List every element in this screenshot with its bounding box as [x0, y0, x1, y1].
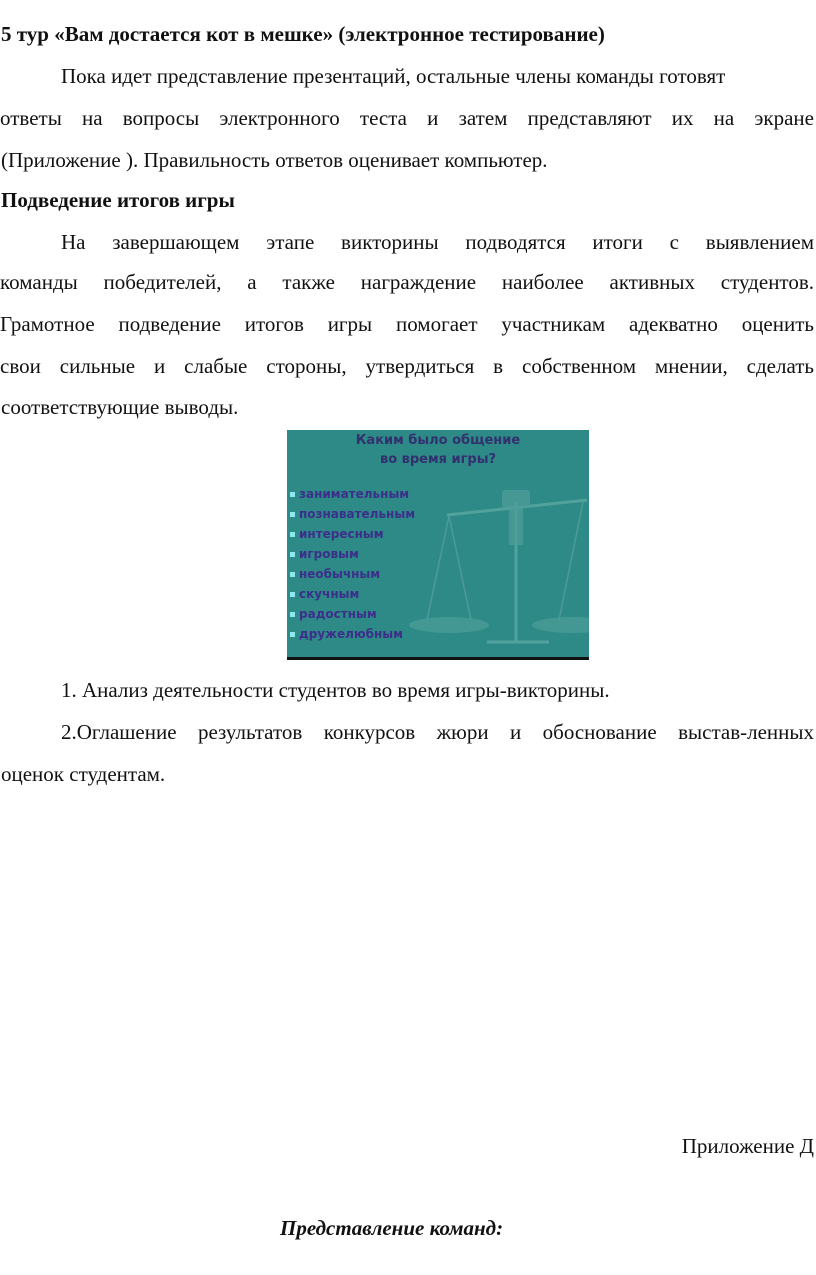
bullet-icon	[290, 572, 295, 577]
appendix-label: Приложение Д	[681, 1134, 814, 1158]
numbered-list-item-continuation: оценок студентам.	[1, 762, 166, 786]
bullet-icon	[290, 612, 295, 617]
numbered-list-item: 2.Оглашение результатов конкурсов жюри и обоснование выстав-ленных	[61, 720, 814, 744]
summary-heading: Подведение итогов игры	[1, 188, 235, 212]
slide-list-item: радостным	[290, 604, 415, 624]
bullet-icon	[290, 632, 295, 637]
bullet-icon	[290, 512, 295, 517]
bullet-icon	[290, 592, 295, 597]
paragraph-line: соответствующие выводы.	[1, 395, 239, 419]
slide-list-item: необычным	[290, 564, 415, 584]
slide-title: во время игры?	[379, 452, 497, 467]
slide-list-item: занимательным	[290, 484, 415, 504]
paragraph-line: ответы на вопросы электронного теста и затем представляют их на экране	[0, 106, 814, 130]
paragraph-line: Грамотное подведение итогов игры помогает участникам адекватно оценить	[0, 312, 814, 336]
slide-list	[290, 484, 415, 644]
slide-list-item: игровым	[290, 544, 415, 564]
slide-list-item: познавательным	[290, 504, 415, 524]
paragraph-line: команды победителей, а также награждение наиболее активных студентов.	[0, 270, 814, 294]
teams-heading: Представление команд:	[280, 1216, 504, 1240]
bullet-icon	[290, 552, 295, 557]
slide-title: Каким было общение	[355, 433, 521, 448]
slide-list-item: интересным	[290, 524, 415, 544]
numbered-list-item: 1. Анализ деятельности студентов во время игры-викторины.	[61, 678, 610, 702]
slide-list-item: скучным	[290, 584, 415, 604]
presentation-slide-image	[287, 430, 589, 660]
bullet-icon	[290, 532, 295, 537]
tour-heading: 5 тур «Вам достается кот в мешке» (электронное тестирование)	[1, 22, 605, 46]
paragraph-line: (Приложение ). Правильность ответов оценивает компьютер.	[1, 148, 548, 172]
paragraph-line: свои сильные и слабые стороны, утвердиться в собственном мнении, сделать	[0, 354, 814, 378]
paragraph-line: На завершающем этапе викторины подводятся итоги с выявлением	[61, 230, 814, 254]
bullet-icon	[290, 492, 295, 497]
slide-list-item: дружелюбным	[290, 624, 415, 644]
paragraph-line: Пока идет представление презентаций, остальные члены команды готовят	[61, 64, 726, 88]
